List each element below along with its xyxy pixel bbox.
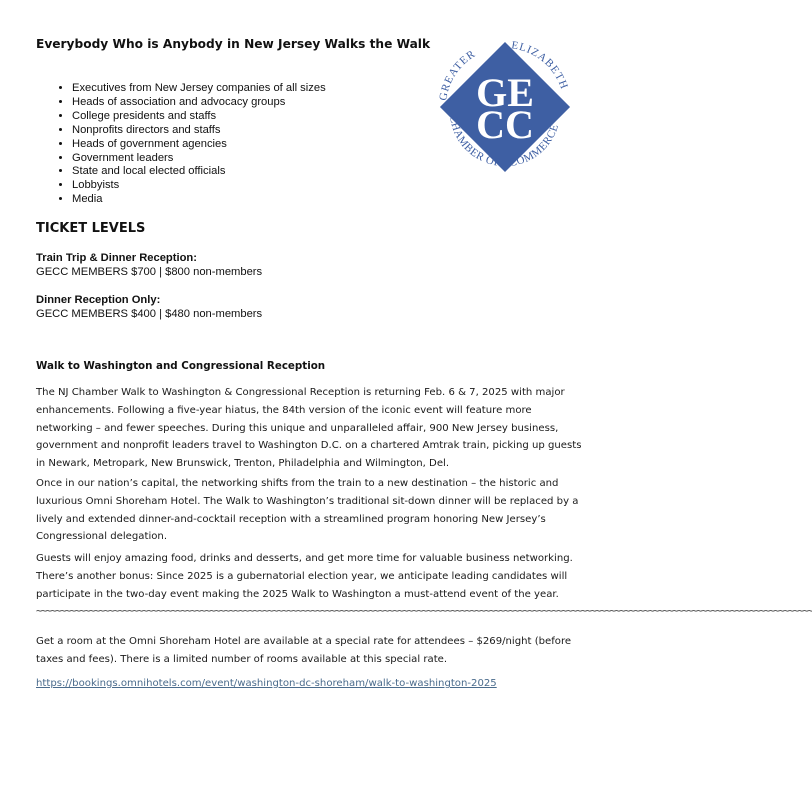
hotel-note: Get a room at the Omni Shoreham Hotel are available at a special rate for attendees – $269/night (before taxes and fees). There is a limited number of rooms available at this special rate. <box>36 636 572 665</box>
page-headline: Everybody Who is Anybody in New Jersey Walks the Walk <box>36 37 431 51</box>
logo-monogram-bottom: CC <box>476 102 534 147</box>
logo-ring-greater: GREATER <box>437 47 478 102</box>
event-paragraph: Guests will enjoy amazing food, drinks and desserts, and get more time for valuable business networking. There’s another bonus: Since 2025 is a gubernatorial election year, we anticipate leading candidates will participate in the two-day event making the 2025 Walk to Washington a must-attend event of the year. <box>36 553 573 600</box>
audience-item: • College presidents and staffs <box>72 110 326 124</box>
audience-list <box>36 82 326 207</box>
ticket-tier-price: GECC MEMBERS $400 | $480 non-members <box>36 307 263 320</box>
logo-ring-chamber: CHAMBER OF <box>447 114 502 169</box>
ticket-tier-name: Dinner Reception Only: <box>36 294 161 306</box>
logo-ring-commerce: COMMERCE <box>508 122 562 169</box>
audience-item: • Executives from New Jersey companies of all sizes <box>72 82 326 96</box>
audience-item: • Nonprofits directors and staffs <box>72 124 326 138</box>
logo-monogram-top: GE <box>476 70 534 115</box>
audience-item: • Heads of association and advocacy groups <box>72 96 326 110</box>
booking-link[interactable]: https://bookings.omnihotels.com/event/washington-dc-shoreham/walk-to-washington-2025 <box>36 678 497 689</box>
event-heading: Walk to Washington and Congressional Reception <box>36 360 326 372</box>
ticket-tier-name: Train Trip & Dinner Reception: <box>36 252 197 264</box>
ticket-tier <box>36 252 262 279</box>
audience-item: • Government leaders <box>72 152 326 166</box>
gecc-logo <box>432 34 578 180</box>
audience-item: • Lobbyists <box>72 179 326 193</box>
audience-item: • State and local elected officials <box>72 165 326 179</box>
logo-ring-elizabeth: ELIZABETH <box>510 39 571 92</box>
ticket-levels-heading: TICKET LEVELS <box>36 221 146 236</box>
event-paragraph: Once in our nation’s capital, the networking shifts from the train to a new destination – the historic and luxurious Omni Shoreham Hotel. The Walk to Washington’s traditional sit-down dinner will be replaced by a lively and extended dinner-and-cocktail reception with a streamlined program honoring New Jersey’s Congressional delegation. <box>36 478 579 543</box>
tilde-divider: ~~~~~~~~~~~~~~~~~~~~~~~~~~~~~~~~~~~~~~~~~~~~~~~~~~~~~~~~~~~~~~~~~~~~~~~~~~~~~~~~~~~~~~~~~~~~~~~~~~~~~~~~~~~~~~~~~~~~~~~~~~~~~~~~~~~~~~~~~~~~~~~~~~~~~~~~~~~~~~~~~ <box>36 606 812 617</box>
event-paragraph: The NJ Chamber Walk to Washington & Congressional Reception is returning Feb. 6 & 7, 2025 with major enhancements. Following a five-year hiatus, the 84th version of the iconic event will feature more networking – and fewer speeches. During this unique and unparalleled affair, 900 New Jersey business, government and nonprofit leaders travel to Washington D.C. on a chartered Amtrak train, picking up guests in Newark, Metropark, New Brunswick, Trenton, Philadelphia and Wilmington, Del. <box>36 387 582 470</box>
audience-item: • Media <box>72 193 326 207</box>
ticket-tier-price: GECC MEMBERS $700 | $800 non-members <box>36 265 263 278</box>
ticket-tier <box>36 294 262 321</box>
audience-item: • Heads of government agencies <box>72 138 326 152</box>
